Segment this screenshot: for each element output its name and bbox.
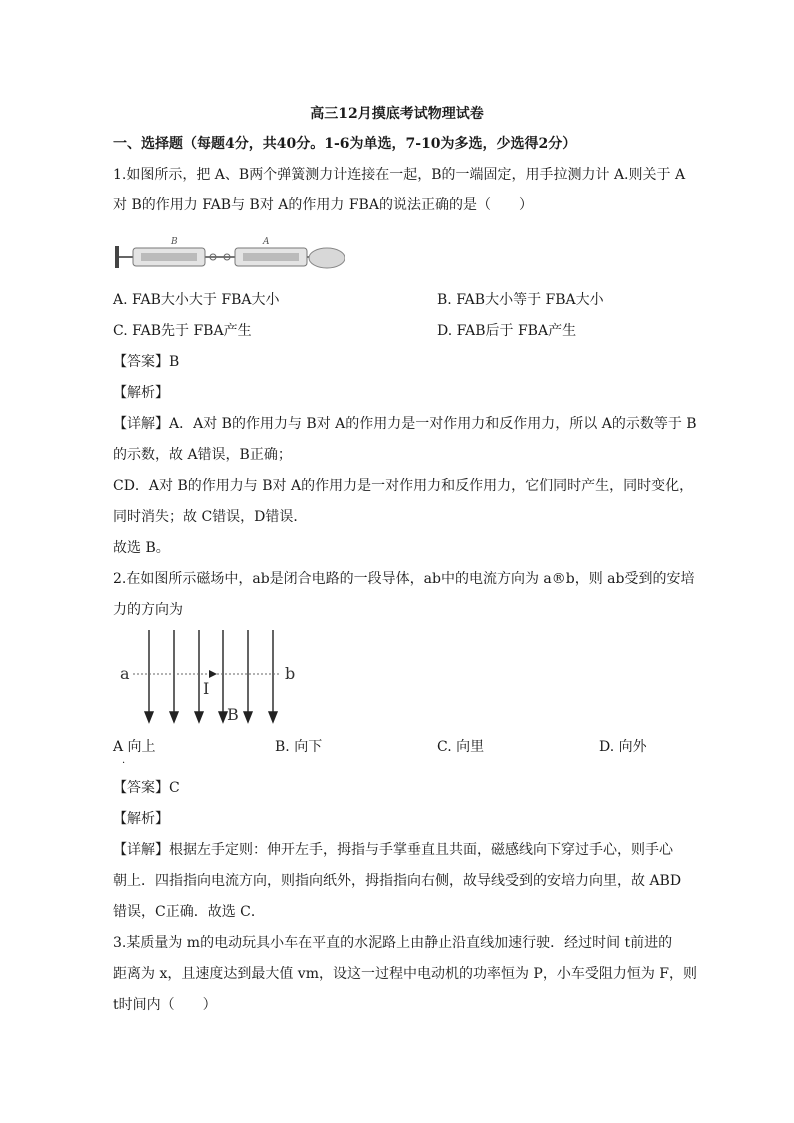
spring-scales-figure <box>113 232 345 276</box>
q1-detail-line2: 的示数，故 A错误，B正确； <box>113 447 292 463</box>
q2-option-a: A 向上 <box>113 739 156 755</box>
end-b-label: b <box>285 664 296 683</box>
section-heading: 一、选择题（每题4分，共40分。1-6为单选，7-10为多选，少选得2分） <box>113 136 577 152</box>
field-label: B <box>227 705 239 724</box>
q1-analysis-label: 【解析】 <box>113 385 169 401</box>
magnetic-field-figure <box>113 626 308 728</box>
end-a-label: a <box>120 664 130 683</box>
q2-detail-line2: 朝上．四指指向电流方向，则指向纸外，拇指指向右侧，故导线受到的安培力向里，故 ABD <box>113 873 682 889</box>
exam-title: 高三12月摸底考试物理试卷 <box>310 106 484 122</box>
scale-b-label: B <box>171 237 178 247</box>
q1-stem-line2: 对 B的作用力 FAB与 B对 A的作用力 FBA的说法正确的是（ ） <box>113 197 533 213</box>
q1-detail-line4: 同时消失；故 C错误，D错误． <box>113 509 308 525</box>
q1-stem-line1: 1.如图所示，把 A、B两个弹簧测力计连接在一起，B的一端固定，用手拉测力计 A.则关于 A <box>113 167 686 183</box>
q3-stem-line3: t时间内（ ） <box>113 997 217 1013</box>
q3-stem-line1: 3.某质量为 m的电动玩具小车在平直的水泥路上由静止沿直线加速行驶．经过时间 t前进的 <box>113 935 673 951</box>
q3-stem-line2: 距离为 x，且速度达到最大值 vm，设这一过程中电动机的功率恒为 P，小车受阻力恒为 F，则 <box>113 966 698 982</box>
scale-a-label: A <box>263 237 270 247</box>
q2-answer: 【答案】C <box>113 780 180 796</box>
q1-option-b: B. FAB大小等于 FBA大小 <box>437 292 604 308</box>
q2-stem-line2: 力的方向为 <box>113 602 183 618</box>
q2-stem-line1: 2.在如图所示磁场中，ab是闭合电路的一段导体，ab中的电流方向为 a®b，则 ab受到的安培 <box>113 571 695 587</box>
q1-option-a: A. FAB大小大于 FBA大小 <box>113 292 280 308</box>
q1-option-c: C. FAB先于 FBA产生 <box>113 323 252 339</box>
q1-detail-line1: 【详解】A．A对 B的作用力与 B对 A的作用力是一对作用力和反作用力，所以 A的示数等于 B <box>113 416 697 432</box>
q2-analysis-label: 【解析】 <box>113 811 169 827</box>
q2-option-b: B. 向下 <box>275 739 323 755</box>
stray-dot: · <box>122 758 126 769</box>
q1-answer: 【答案】B <box>113 354 180 370</box>
q1-conclusion: 故选 B。 <box>113 540 170 556</box>
q1-detail-line3: CD．A对 B的作用力与 B对 A的作用力是一对作用力和反作用力，它们同时产生，同时变化， <box>113 478 694 494</box>
current-label: I <box>203 679 210 698</box>
q2-option-d: D. 向外 <box>599 739 647 755</box>
q2-detail-line3: 错误，C正确．故选 C． <box>113 904 265 920</box>
q2-option-c: C. 向里 <box>437 739 485 755</box>
q1-option-d: D. FAB后于 FBA产生 <box>437 323 577 339</box>
q2-detail-line1: 【详解】根据左手定则：伸开左手，拇指与手掌垂直且共面，磁感线向下穿过手心，则手心 <box>113 842 673 858</box>
